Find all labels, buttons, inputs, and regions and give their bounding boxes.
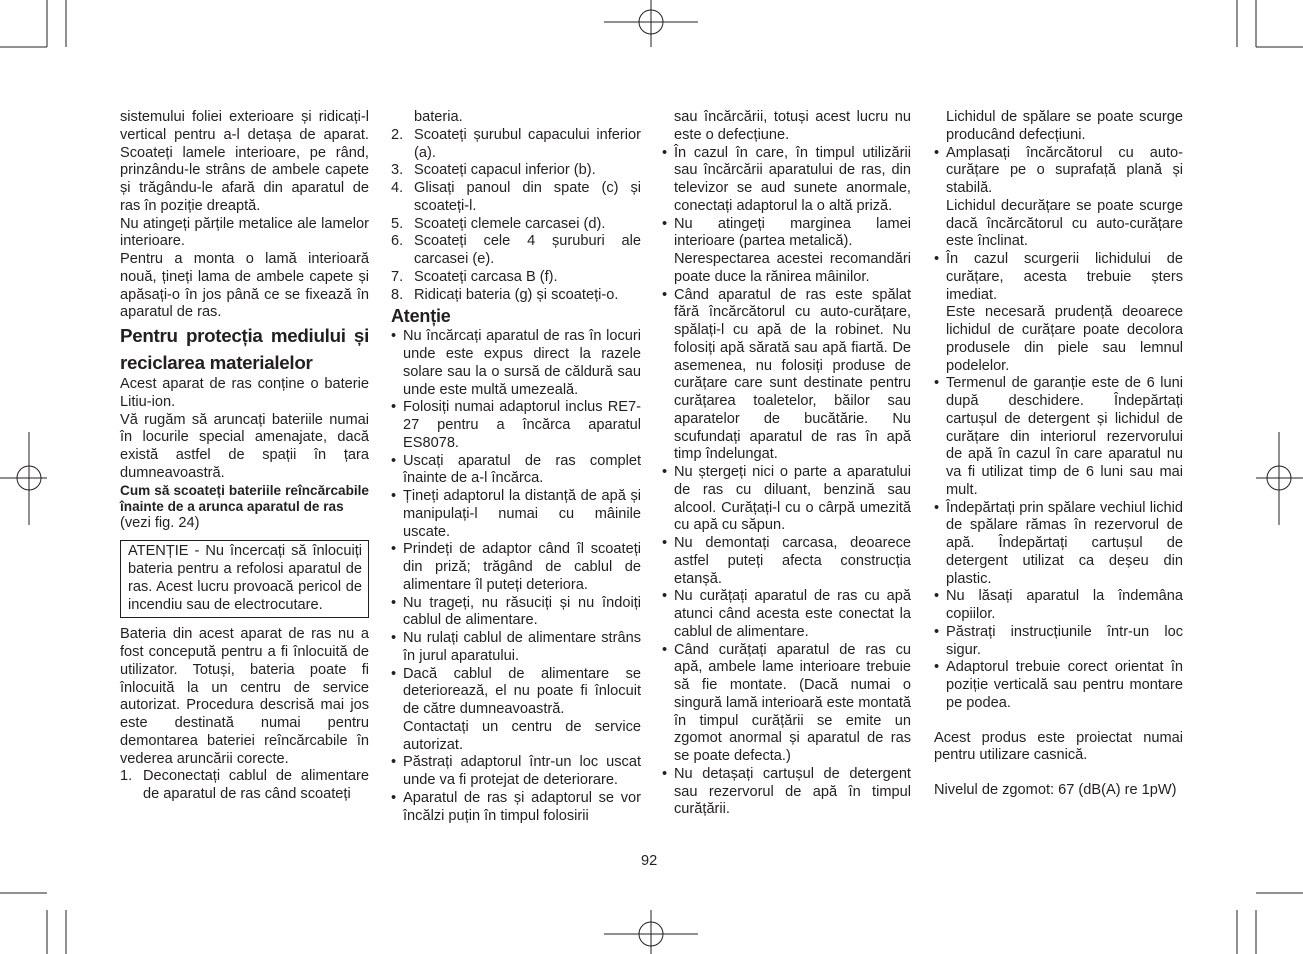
step-item bbox=[391, 216, 641, 234]
list-item-text-2: Lichidul decurățare se poate scurge dacă încărcătorul cu auto-curățare este înclinat. bbox=[946, 197, 1183, 250]
list-item-text: În cazul scurgerii lichidului de curățare, acesta trebuie șters imediat. bbox=[946, 251, 1183, 303]
list-item-text: Nu demontați carcasa, deoarece astfel puteți afecta construcția etanșă. bbox=[674, 535, 911, 587]
list-item-text: Uscați aparatul de ras complet înainte de a-l încărca. bbox=[403, 452, 641, 487]
bullet: • bbox=[391, 665, 397, 682]
step-number: 1. bbox=[120, 768, 133, 785]
bullet: • bbox=[391, 630, 397, 646]
bullet: • bbox=[391, 789, 397, 806]
step-item bbox=[391, 287, 641, 305]
list-item-text: Nu curățați aparatul de ras cu apă atunci când acesta este conectat la cablul de alimentare. bbox=[674, 588, 911, 640]
bullet: • bbox=[391, 488, 397, 504]
paragraph-no-touch-metal: Nu atingeți părțile metalice ale lamelor interioare. bbox=[120, 215, 369, 250]
list-item bbox=[934, 500, 1183, 589]
bullet: • bbox=[662, 535, 668, 551]
list-item-text: Când aparatul de ras este spălat fără încărcătorul cu auto-curățare, spălați-l cu apă de la robinet. Nu folosiți apă sărată sau apă fiartă. De asemenea, nu folosiți produse de curățare care sunt destinate pentru curățarea toaletelor, băilor sau aparatelor de bucătărie. Nu scufundați aparatul de ras în apă timp îndelungat. bbox=[674, 286, 911, 463]
list-item-text: Nu atingeți marginea lamei interioare (partea metalică). bbox=[674, 215, 911, 250]
bullet: • bbox=[662, 144, 668, 161]
list-item-text: Nu încărcați aparatul de ras în locuri unde este expus direct la razele solare sau la o sursă de căldură sau unde este multă umezeală. bbox=[403, 328, 641, 398]
paragraph-dispose-batteries: Vă rugăm să aruncați bateriile numai în locurile special amenajate, dacă există astfel de spații în țara dumneavoastră. bbox=[120, 411, 369, 481]
caution-list-continued-2 bbox=[934, 109, 1183, 713]
warning-box bbox=[120, 540, 369, 618]
list-item bbox=[391, 666, 641, 755]
bullet: • bbox=[934, 375, 940, 392]
column-1 bbox=[120, 109, 369, 804]
list-item-text-2: Este necesară prudență deoarece lichidul de curățare poate decolora produsele din piele sau lemnul podelelor. bbox=[946, 304, 1183, 374]
list-item bbox=[391, 488, 641, 541]
list-item bbox=[934, 375, 1183, 499]
step-item bbox=[391, 127, 641, 163]
list-item-continued bbox=[934, 109, 1183, 145]
list-item-text: Când curățați aparatul de ras cu apă, ambele lame interioare trebuie să fie montate. (Dacă numai o singură lamă interioară este montată în timpul curățării se emite un zgomot anormal și aparatul de ras se poate defecta.) bbox=[674, 641, 911, 764]
bullet: • bbox=[934, 623, 940, 640]
list-item-text: Îndepărtați prin spălare vechiul lichid de spălare rămas în rezervorul de apă. Îndepărtați cartușul de detergent utilizat ca deșeu din plastic. bbox=[946, 499, 1183, 587]
bullet: • bbox=[934, 251, 940, 267]
paragraph-remove-blades: sistemului foliei exterioare și ridicați-l vertical pentru a-l detașa de aparat. Scoateți lamele interioare, pe rând, prinzându-le strâns de ambele capete și trăgându-le afară din aparatul de ras în poziție dreaptă. bbox=[120, 109, 369, 214]
bullet: • bbox=[934, 499, 940, 516]
step-number: 2. bbox=[391, 126, 404, 143]
removal-steps bbox=[391, 109, 641, 304]
column-4 bbox=[934, 109, 1183, 800]
step-item bbox=[391, 162, 641, 180]
list-item bbox=[391, 630, 641, 666]
step-number: 5. bbox=[391, 215, 404, 232]
list-item bbox=[934, 251, 1183, 375]
step-item bbox=[120, 768, 369, 804]
bullet: • bbox=[934, 588, 940, 605]
list-item bbox=[391, 541, 641, 594]
list-item-text: Amplasați încărcătorul cu auto-curățare pe o suprafață plană și stabilă. bbox=[946, 144, 1183, 196]
paragraph-noise-level: Nivelul de zgomot: 67 (dB(A) re 1pW) bbox=[934, 782, 1177, 798]
subheading-remove-batteries: Cum să scoateți bateriile reîncărcabile înainte de a arunca aparatul de ras bbox=[120, 482, 369, 514]
list-item bbox=[662, 287, 911, 465]
list-item bbox=[662, 766, 911, 819]
list-item bbox=[934, 145, 1183, 252]
figure-reference: (vezi fig. 24) bbox=[120, 514, 200, 531]
list-item bbox=[391, 754, 641, 790]
page-number: 92 bbox=[641, 853, 658, 869]
step-item bbox=[391, 233, 641, 269]
list-item bbox=[391, 399, 641, 452]
step-text: Scoateți șurubul capacului inferior (a). bbox=[414, 126, 641, 161]
warning-text: ATENȚIE - Nu încercați să înlocuiți bateria pentru a refolosi aparatul de ras. Acest lucru provoacă pericol de incendiu sau de electrocutare. bbox=[128, 543, 362, 613]
list-item-text: Țineți adaptorul la distanță de apă și manipulați-l numai cu mâinile uscate. bbox=[403, 488, 641, 540]
bullet: • bbox=[391, 399, 397, 416]
step-text: Scoateți cele 4 șuruburi ale carcasei (e). bbox=[414, 233, 641, 267]
bullet: • bbox=[391, 328, 397, 345]
bullet: • bbox=[662, 641, 668, 658]
paragraph-battery-type: Acest aparat de ras conține o baterie Litiu-ion. bbox=[120, 376, 369, 410]
bullet: • bbox=[391, 452, 397, 469]
list-item-text: Nu rulați cablul de alimentare strâns în jurul aparatului. bbox=[403, 630, 641, 664]
list-item-text: Nu trageți, nu răsuciți și nu îndoiți cablul de alimentare. bbox=[403, 594, 641, 629]
list-item-text: Termenul de garanție este de 6 luni după deschidere. Îndepărtați cartușul de detergent și lichidul de curățare din interiorul rezervorului de apă în cazul în care aparatul nu va fi utilizat timp de 6 luni sau mai mult. bbox=[946, 375, 1183, 498]
list-item-text: Nu detașați cartușul de detergent sau rezervorul de apă în timpul curățării. bbox=[674, 765, 911, 818]
paragraph-mount-blade: Pentru a monta o lamă interioară nouă, țineți lama de ambele capete și apăsați-o în jos până ce se fixează în aparatul de ras. bbox=[120, 251, 369, 321]
list-item-text: Folosiți numai adaptorul inclus RE7-27 pentru a încărca aparatul ES8078. bbox=[403, 399, 641, 451]
bullet: • bbox=[391, 754, 397, 771]
step-item-continued bbox=[391, 109, 641, 127]
step-text: Ridicați bateria (g) și scoateți-o. bbox=[414, 286, 619, 303]
bullet: • bbox=[391, 541, 397, 558]
bullet: • bbox=[662, 765, 668, 782]
removal-steps-start bbox=[120, 768, 369, 804]
column-2 bbox=[391, 109, 641, 825]
step-text: Deconectați cablul de alimentare de aparatul de ras când scoateți bbox=[143, 768, 369, 802]
step-text: bateria. bbox=[414, 109, 463, 125]
list-item-text: Nu ștergeți nici o parte a aparatului de ras cu diluant, benzină sau alcool. Curățați-l cu o cârpă umezită cu apă cu săpun. bbox=[674, 464, 911, 534]
list-item bbox=[662, 535, 911, 588]
bullet: • bbox=[662, 588, 668, 605]
list-item-text: Aparatul de ras și adaptorul se vor încălzi puțin în timpul folosirii bbox=[403, 789, 641, 824]
list-item bbox=[934, 659, 1183, 712]
step-number: 4. bbox=[391, 180, 404, 196]
list-item bbox=[662, 464, 911, 535]
step-number: 3. bbox=[391, 162, 404, 179]
paragraph-battery-replacement: Bateria din acest aparat de ras nu a fost concepută pentru a fi înlocuită de utilizator. Totuși, bateria poate fi înlocuită la un centru de service autorizat. Procedura descrisă mai jos este destinată numai pentru demontarea bateriei reîncărcabile în vederea aruncării corecte. bbox=[120, 626, 369, 767]
bullet: • bbox=[662, 215, 668, 232]
caution-list bbox=[391, 328, 641, 825]
list-item bbox=[391, 328, 641, 399]
list-item-text: Păstrați instrucțiunile într-un loc sigur. bbox=[946, 623, 1183, 658]
step-text: Scoateți capacul inferior (b). bbox=[414, 162, 596, 179]
list-item bbox=[662, 216, 911, 287]
step-text: Glisați panoul din spate (c) și scoateți-l. bbox=[414, 180, 641, 214]
step-item bbox=[391, 269, 641, 287]
list-item-text: sau încărcării, totuși acest lucru nu este o defecțiune. bbox=[674, 109, 911, 143]
step-item bbox=[391, 180, 641, 216]
list-item-text: Nu lăsați aparatul la îndemâna copiilor. bbox=[946, 588, 1183, 622]
list-item bbox=[662, 642, 911, 766]
list-item bbox=[934, 624, 1183, 660]
bullet: • bbox=[934, 659, 940, 676]
list-item-continued bbox=[662, 109, 911, 145]
list-item bbox=[662, 588, 911, 641]
bullet: • bbox=[934, 144, 940, 161]
list-item-text-2: Contactați un centru de service autorizat. bbox=[403, 718, 641, 753]
step-number: 7. bbox=[391, 268, 404, 285]
bullet: • bbox=[662, 464, 668, 480]
bullet: • bbox=[391, 594, 397, 611]
list-item-text: Dacă cablul de alimentare se deteriorează, el nu poate fi înlocuit de către dumneavoastră. bbox=[403, 665, 641, 717]
column-3 bbox=[662, 109, 911, 819]
list-item-text: Prindeți de adaptor când îl scoateți din priză; trăgând de cablul de alimentare îl puteți deteriora. bbox=[403, 541, 641, 593]
list-item bbox=[391, 453, 641, 489]
step-text: Scoateți clemele carcasei (d). bbox=[414, 215, 606, 232]
step-number: 8. bbox=[391, 286, 404, 303]
list-item-text: În cazul în care, în timpul utilizării sau încărcării aparatului de ras, din televizor se aud sunete anormale, conectați adaptorul la o altă priză. bbox=[674, 144, 911, 214]
bullet: • bbox=[662, 286, 668, 303]
list-item-text: Adaptorul trebuie corect orientat în poziție verticală sau pentru montare pe podea. bbox=[946, 659, 1183, 711]
section-heading-environment: Pentru protecția mediului și reciclarea materialelor bbox=[120, 325, 369, 373]
list-item bbox=[934, 588, 1183, 624]
list-item bbox=[662, 145, 911, 216]
list-item-text: Lichidul de spălare se poate scurge producând defecțiuni. bbox=[946, 109, 1183, 143]
step-text: Scoateți carcasa B (f). bbox=[414, 268, 558, 285]
list-item bbox=[391, 595, 641, 631]
caution-list-continued bbox=[662, 109, 911, 819]
list-item bbox=[391, 790, 641, 826]
section-heading-caution: Atenție bbox=[391, 306, 451, 327]
step-number: 6. bbox=[391, 233, 404, 250]
list-item-text-2: Nerespectarea acestei recomandări poate duce la rănirea mâinilor. bbox=[674, 251, 911, 285]
paragraph-household-use: Acest produs este proiectat numai pentru utilizare casnică. bbox=[934, 729, 1183, 764]
list-item-text: Păstrați adaptorul într-un loc uscat unde va fi protejat de deteriorare. bbox=[403, 754, 641, 788]
